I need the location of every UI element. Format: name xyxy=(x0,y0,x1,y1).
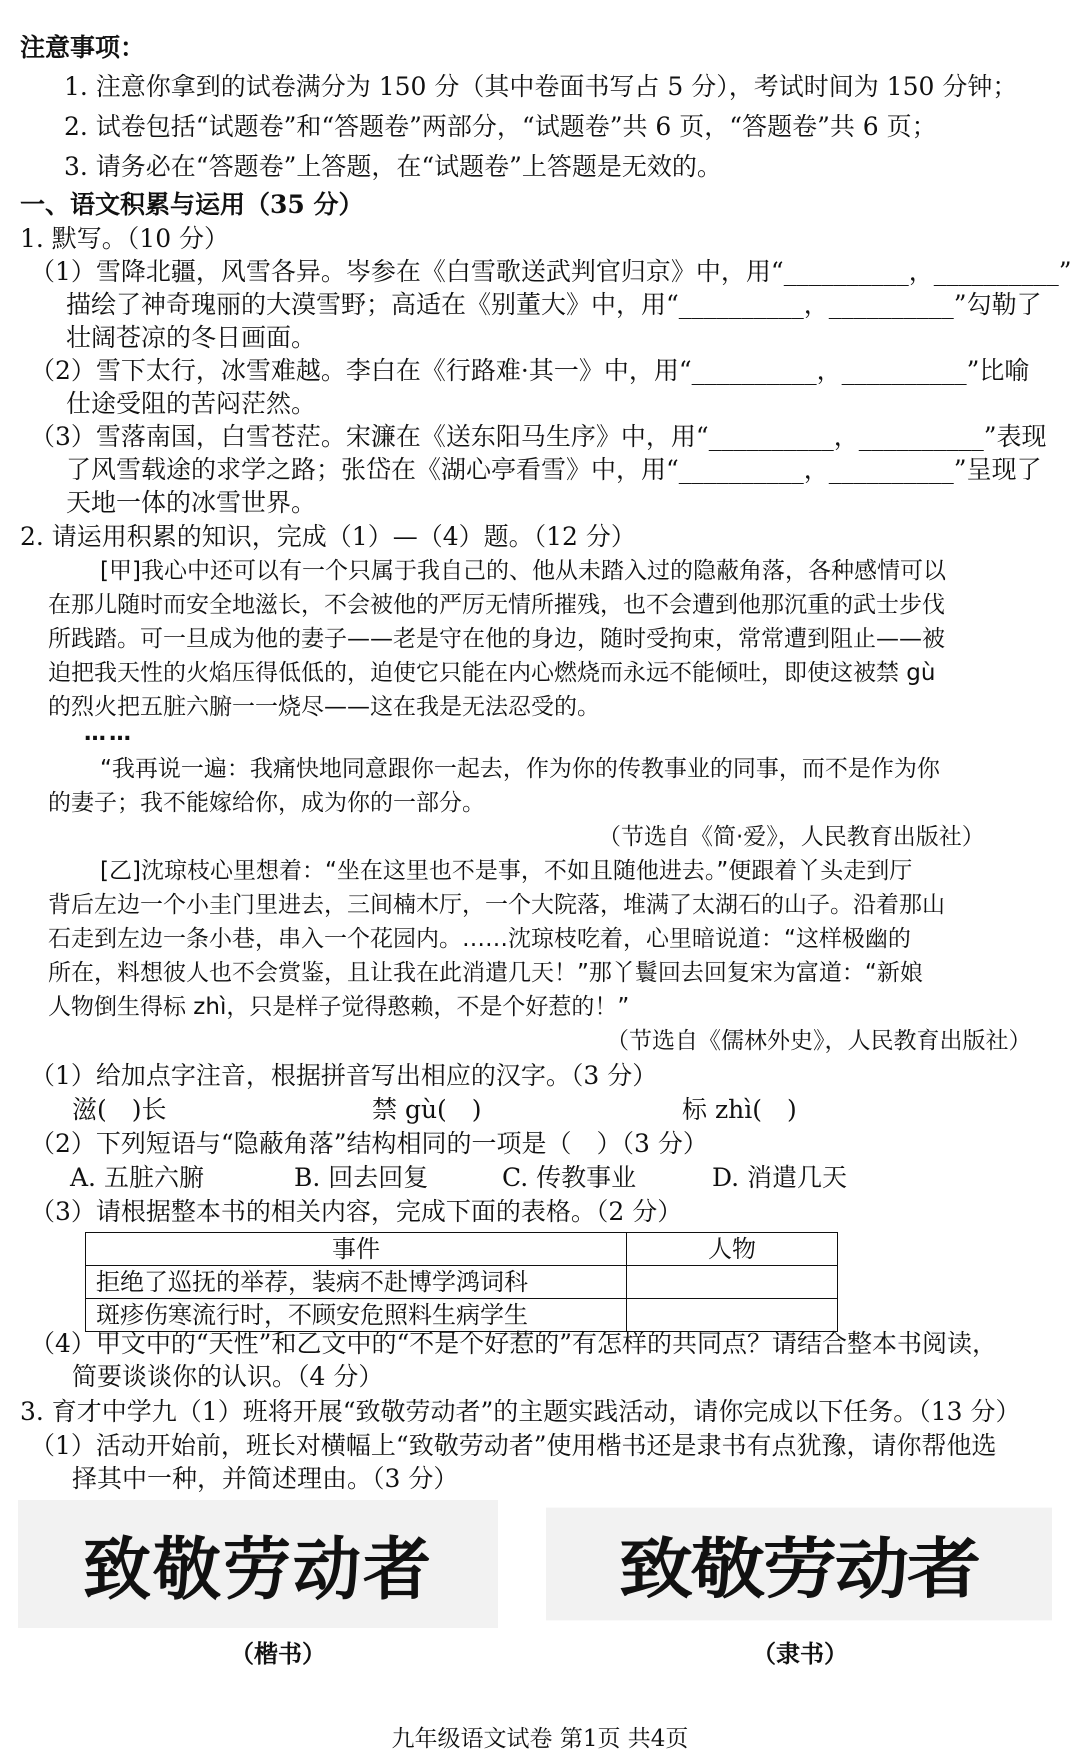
q1-line: 天地一体的冰雪世界。 xyxy=(66,488,317,517)
option-a: A. 五脏六腑 xyxy=(70,1163,204,1192)
table-cell-answer[interactable] xyxy=(627,1299,838,1332)
banner-caption: （隶书） xyxy=(752,1639,848,1668)
q2-sub2: （2）下列短语与“隐蔽角落”结构相同的一项是（ ）（3 分） xyxy=(30,1129,708,1158)
passage-jia-line: 在那儿随时而安全地滋长，不会被他的严厉无情所摧残，也不会遭到他那沉重的武士步伐 xyxy=(48,592,945,618)
table-row xyxy=(86,1266,838,1299)
section-title: 一、语文积累与运用（35 分） xyxy=(20,190,364,219)
ellipsis: …… xyxy=(84,721,134,746)
q2-sub3: （3）请根据整本书的相关内容，完成下面的表格。（2 分） xyxy=(30,1197,683,1226)
option-d: D. 消遣几天 xyxy=(712,1163,848,1192)
passage-yi-line: 石走到左边一条小巷，串入一个花园内。……沈琼枝吃着，心里暗说道：“这样极幽的 xyxy=(48,926,911,952)
notice-title: 注意事项： xyxy=(20,33,146,62)
q3-sub1: 择其中一种，并简述理由。（3 分） xyxy=(72,1464,459,1493)
banner-lishu: 致敬劳动者 xyxy=(546,1508,1052,1621)
notice-item: 1. 注意你拿到的试卷满分为 150 分（其中卷面书写占 5 分），考试时间为 150 分钟； xyxy=(64,72,1018,101)
q3-sub1: （1）活动开始前，班长对横幅上“致敬劳动者”使用楷书还是隶书有点犹豫，请你帮他选 xyxy=(30,1431,997,1460)
passage-jia-quote: 的妻子；我不能嫁给你，成为你的一部分。 xyxy=(48,790,485,816)
banner-caption: （楷书） xyxy=(230,1639,326,1668)
table-header: 人物 xyxy=(627,1233,838,1266)
passage-yi-line: 背后左边一个小圭门里进去，三间楠木厅，一个大院落，堆满了太湖石的山子。沿着那山 xyxy=(48,892,945,918)
table-row xyxy=(86,1299,838,1332)
pinyin-blank: 禁 gù( ) xyxy=(372,1095,482,1124)
q1-line: 描绘了神奇瑰丽的大漠雪野；高适在《别董大》中，用“__________，__________”勾勒了 xyxy=(66,290,1042,319)
passage-jia-quote: “我再说一遍：我痛快地同意跟你一起去，作为你的传教事业的同事，而不是作为你 xyxy=(100,756,940,782)
passage-jia-line: 所践踏。可一旦成为他的妻子——老是守在他的身边，随时受拘束，常常遭到阻止——被 xyxy=(48,626,945,652)
passage-jia-line: [甲]我心中还可以有一个只属于我自己的、他从未踏入过的隐蔽角落，各种感情可以 xyxy=(100,558,946,584)
q2-sub1: （1）给加点字注音，根据拼音写出相应的汉字。（3 分） xyxy=(30,1061,658,1090)
passage-jia-line: 迫把我天性的火焰压得低低的，迫使它只能在内心燃烧而永远不能倾吐，即使这被禁 gù xyxy=(48,660,936,686)
page-footer: 九年级语文试卷 第1页 共4页 xyxy=(391,1726,689,1752)
q1-line: （3）雪落南国，白雪苍茫。宋濂在《送东阳马生序》中，用“__________，__________”表现 xyxy=(30,422,1047,451)
passage-yi-line: 人物倒生得标 zhì，只是样子觉得憨赖，不是个好惹的！” xyxy=(48,994,630,1020)
source-yi: （节选自《儒林外史》，人民教育出版社） xyxy=(606,1028,1032,1054)
q1-line: 了风雪载途的求学之路；张岱在《湖心亭看雪》中，用“__________，__________”呈现了 xyxy=(66,455,1042,484)
question-1-head: 1. 默写。（10 分） xyxy=(20,224,230,253)
banner-kaishu: 致敬劳动者 xyxy=(18,1500,498,1628)
q1-line: 仕途受阻的苦闷茫然。 xyxy=(66,389,317,418)
source-jia: （节选自《简·爱》，人民教育出版社） xyxy=(598,824,985,850)
pinyin-blank: 滋( )长 xyxy=(72,1095,167,1124)
option-b: B. 回去回复 xyxy=(294,1163,429,1192)
table-cell: 拒绝了巡抚的举荐，装病不赴博学鸿词科 xyxy=(86,1266,627,1299)
passage-yi-line: [乙]沈琼枝心里想着：“坐在这里也不是事，不如且随他进去。”便跟着丫头走到厅 xyxy=(100,858,913,884)
passage-jia-line: 的烈火把五脏六腑一一烧尽——这在我是无法忍受的。 xyxy=(48,694,600,720)
table-cell: 斑疹伤寒流行时，不顾安危照料生病学生 xyxy=(86,1299,627,1332)
q1-line: （1）雪降北疆，风雪各异。岑参在《白雪歌送武判官归京》中，用“__________，__________” xyxy=(30,257,1072,286)
table-header: 事件 xyxy=(86,1233,627,1266)
table-header-row xyxy=(86,1233,838,1266)
event-table xyxy=(85,1232,838,1332)
passage-yi-line: 所在，料想彼人也不会赏鉴，且让我在此消遣几天！”那丫鬟回去回复宋为富道：“新娘 xyxy=(48,960,923,986)
q1-line: （2）雪下太行，冰雪难越。李白在《行路难·其一》中，用“__________，__________”比喻 xyxy=(30,356,1030,385)
q1-line: 壮阔苍凉的冬日画面。 xyxy=(66,323,317,352)
notice-item: 2. 试卷包括“试题卷”和“答题卷”两部分，“试题卷”共 6 页，“答题卷”共 6 页； xyxy=(64,112,937,141)
pinyin-blank: 标 zhì( ) xyxy=(682,1095,797,1124)
question-3-head: 3. 育才中学九（1）班将开展“致敬劳动者”的主题实践活动，请你完成以下任务。（13 分） xyxy=(20,1397,1021,1426)
option-c: C. 传教事业 xyxy=(502,1163,637,1192)
notice-item: 3. 请务必在“答题卷”上答题，在“试题卷”上答题是无效的。 xyxy=(64,152,722,181)
table-cell-answer[interactable] xyxy=(627,1266,838,1299)
q2-sub4: 简要谈谈你的认识。（4 分） xyxy=(72,1362,384,1391)
question-2-head: 2. 请运用积累的知识，完成（1）—（4）题。（12 分） xyxy=(20,522,636,551)
q2-sub4: （4）甲文中的“天性”和乙文中的“不是个好惹的”有怎样的共同点？请结合整本书阅读， xyxy=(30,1329,998,1358)
